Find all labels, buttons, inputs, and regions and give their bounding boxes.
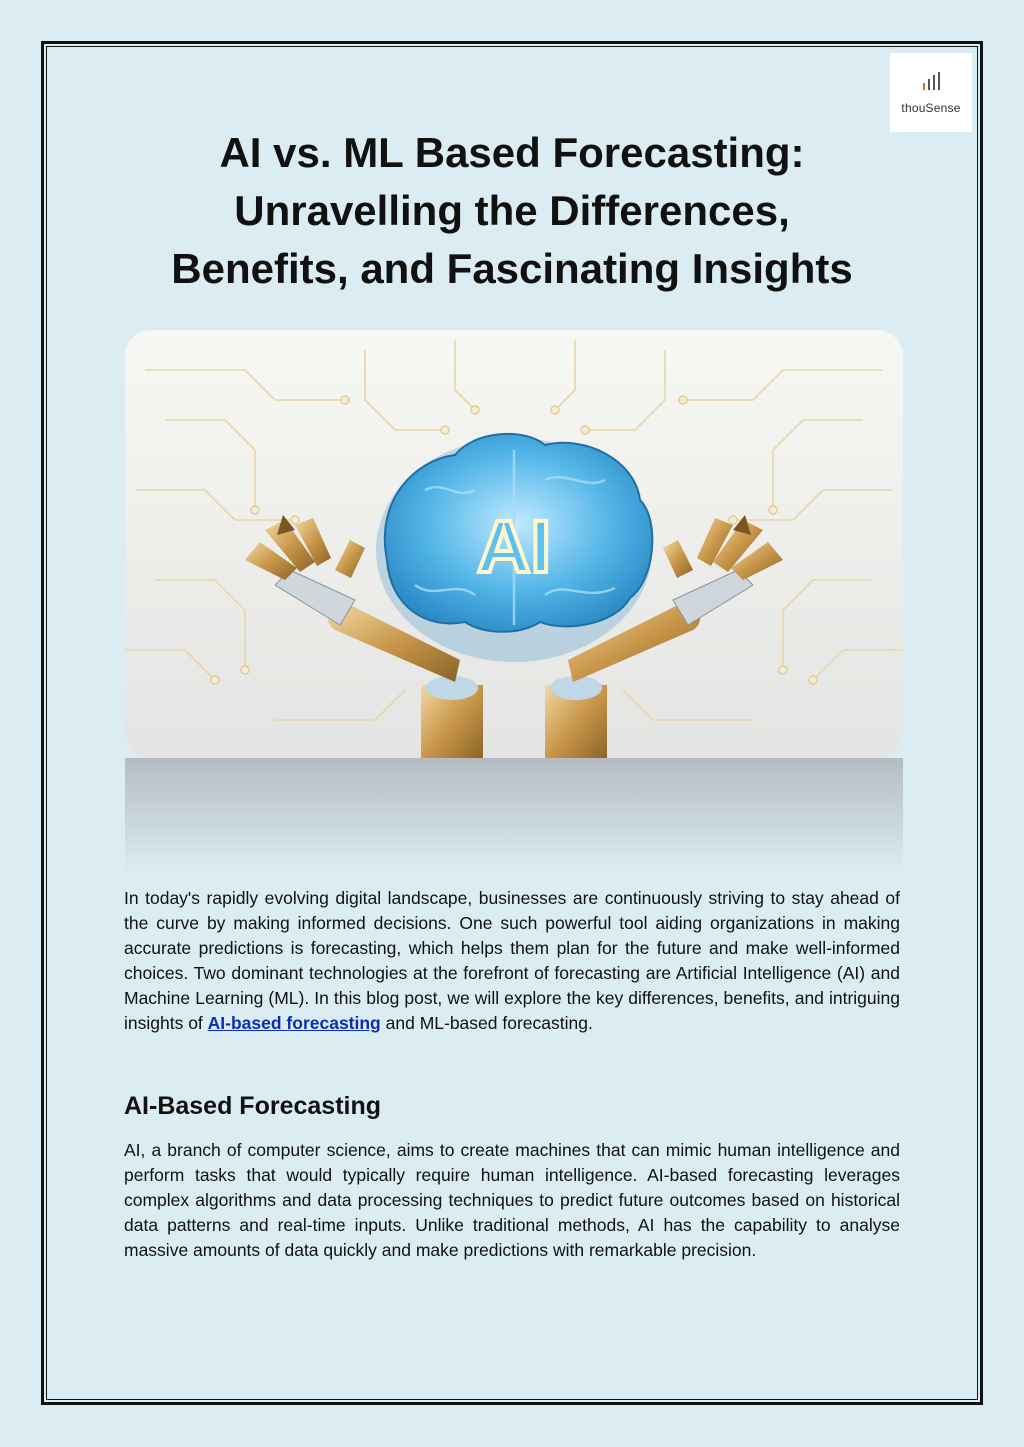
section-heading: AI-Based Forecasting xyxy=(124,1092,382,1120)
page-title xyxy=(110,124,914,298)
brand-logo xyxy=(890,53,972,132)
ai-based-forecasting-link[interactable]: AI-based forecasting xyxy=(207,1013,381,1033)
title-line-1: AI vs. ML Based Forecasting: xyxy=(219,129,805,176)
brain-ai-text: AI xyxy=(477,505,551,588)
hero-image xyxy=(125,330,903,875)
brand-logo-text: thouSense xyxy=(901,101,961,115)
bar-chart-icon xyxy=(920,70,942,97)
section-paragraph: AI, a branch of computer science, aims to create machines that can mimic human intelligence and perform tasks that would typically require human intelligence. AI-based forecasting leverages complex algorithms and data processing techniques to predict future outcomes based on historical data patterns and real-time inputs. Unlike traditional methods, AI has the capability to analyse massive amounts of data quickly and make predictions with remarkable precision. xyxy=(124,1140,900,1260)
intro-text-after-link: and ML-based forecasting. xyxy=(380,1013,593,1033)
intro-text-before-link: In today's rapidly evolving digital landscape, businesses are continuously striving to stay ahead of the curve by making informed decisions. One such powerful tool aiding organizations in making accurate predictions is forecasting, which helps them plan for the future and make well-informed choices. Two dominant technologies at the forefront of forecasting are Artificial Intelligence (AI) and Machine Learning (ML). In this blog post, we will explore the key differences, benefits, and intriguing insights of xyxy=(124,888,900,1033)
hero-reflection xyxy=(125,758,903,875)
intro-paragraph xyxy=(124,886,900,1036)
title-line-2: Unravelling the Differences, xyxy=(234,187,790,234)
title-line-3: Benefits, and Fascinating Insights xyxy=(171,245,853,292)
